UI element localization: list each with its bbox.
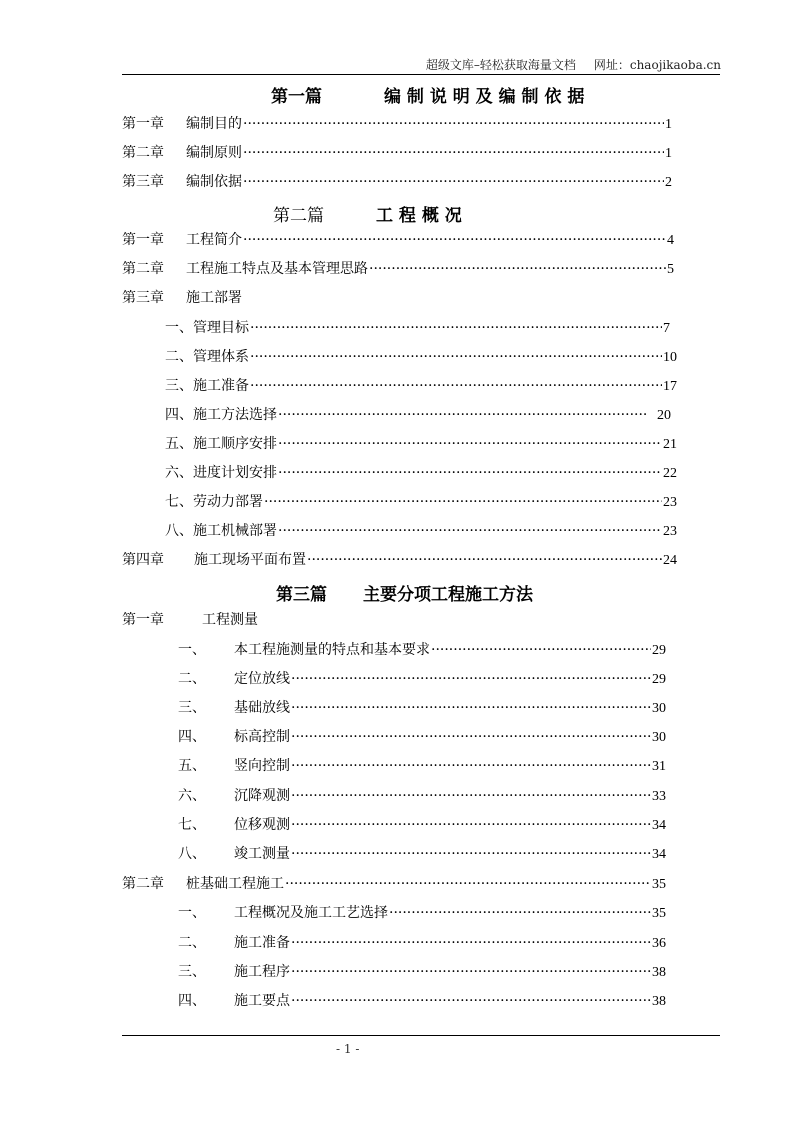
toc-subentry[interactable] bbox=[165, 492, 677, 512]
dot-leader bbox=[250, 347, 662, 367]
toc-subentry[interactable] bbox=[178, 698, 666, 718]
dot-leader bbox=[278, 434, 662, 454]
dot-leader bbox=[291, 727, 651, 747]
entry-label: 工程测量 bbox=[202, 612, 258, 628]
toc-subentry[interactable] bbox=[178, 933, 666, 953]
toc-subentry[interactable] bbox=[178, 756, 666, 776]
toc-entry[interactable] bbox=[122, 874, 666, 894]
dot-leader bbox=[243, 172, 664, 192]
page-number: 38 bbox=[652, 994, 666, 1009]
page-number: 33 bbox=[652, 789, 666, 804]
page-number: 1 bbox=[665, 117, 672, 132]
part-heading-1 bbox=[271, 82, 584, 107]
dot-leader bbox=[291, 669, 651, 689]
dot-leader bbox=[243, 143, 664, 163]
part-number: 第一篇 bbox=[271, 87, 322, 107]
chapter-marker: 第一章 bbox=[122, 116, 164, 132]
page-number: 5 bbox=[667, 262, 674, 277]
toc-entry[interactable] bbox=[122, 259, 674, 279]
toc-subentry[interactable] bbox=[165, 347, 677, 367]
part-title: 工 程 概 况 bbox=[376, 206, 462, 226]
page-number: 23 bbox=[663, 524, 677, 539]
entry-label: 施工方法选择 bbox=[193, 407, 277, 423]
section-marker: 七、 bbox=[165, 494, 193, 510]
entry-label: 劳动力部署 bbox=[193, 494, 263, 510]
entry-label: 工程简介 bbox=[186, 232, 242, 248]
toc-entry[interactable] bbox=[122, 172, 672, 192]
toc-entry[interactable] bbox=[122, 114, 672, 134]
page-number: 4 bbox=[667, 233, 674, 248]
toc-subentry[interactable] bbox=[178, 669, 666, 689]
dot-leader bbox=[291, 933, 651, 953]
dot-leader bbox=[307, 550, 662, 570]
page-number: 22 bbox=[663, 466, 677, 481]
page-number: 35 bbox=[652, 906, 666, 921]
entry-label: 施工顺序安排 bbox=[193, 436, 277, 452]
page-number: 24 bbox=[663, 553, 677, 568]
section-marker: 三、 bbox=[165, 378, 193, 394]
toc-subentry[interactable] bbox=[178, 786, 666, 806]
header-url[interactable]: chaojikaoba.cn bbox=[629, 58, 721, 72]
entry-label: 沉降观测 bbox=[234, 788, 290, 804]
header-url-label: 网址： bbox=[593, 58, 630, 72]
dot-leader bbox=[285, 874, 651, 894]
entry-label: 施工机械部署 bbox=[193, 523, 277, 539]
dot-leader bbox=[278, 405, 647, 425]
dot-leader bbox=[250, 318, 662, 338]
section-marker: 二、 bbox=[178, 671, 206, 687]
toc-subentry[interactable] bbox=[178, 903, 666, 923]
toc-subentry[interactable] bbox=[178, 962, 666, 982]
toc-entry[interactable] bbox=[122, 230, 674, 250]
entry-label: 竖向控制 bbox=[234, 758, 290, 774]
toc-subentry[interactable] bbox=[165, 463, 677, 483]
page-number: 38 bbox=[652, 965, 666, 980]
entry-label: 管理体系 bbox=[193, 349, 249, 365]
entry-label: 竣工测量 bbox=[234, 846, 290, 862]
section-marker: 一、 bbox=[165, 320, 193, 336]
section-marker: 四、 bbox=[178, 993, 206, 1009]
page-number: 36 bbox=[652, 936, 666, 951]
entry-label: 施工要点 bbox=[234, 993, 290, 1009]
section-marker: 四、 bbox=[178, 729, 206, 745]
dot-leader bbox=[291, 698, 651, 718]
entry-label: 施工准备 bbox=[234, 935, 290, 951]
chapter-marker: 第三章 bbox=[122, 290, 164, 306]
entry-label: 施工程序 bbox=[234, 964, 290, 980]
dot-leader bbox=[243, 114, 664, 134]
page-number: 34 bbox=[652, 818, 666, 833]
entry-label: 施工部署 bbox=[186, 290, 242, 306]
page-number: 1 bbox=[665, 146, 672, 161]
section-marker: 七、 bbox=[178, 817, 206, 833]
page-number: 30 bbox=[652, 730, 666, 745]
chapter-marker: 第四章 bbox=[122, 552, 164, 568]
page-number: 20 bbox=[657, 408, 671, 423]
toc-subentry[interactable] bbox=[165, 376, 677, 396]
dot-leader bbox=[291, 756, 651, 776]
page-number: 10 bbox=[663, 350, 677, 365]
header-text bbox=[426, 56, 721, 73]
chapter-marker: 第二章 bbox=[122, 876, 164, 892]
dot-leader bbox=[369, 259, 666, 279]
page-number: 31 bbox=[652, 759, 666, 774]
section-marker: 三、 bbox=[178, 964, 206, 980]
section-marker: 五、 bbox=[165, 436, 193, 452]
header-site-name: 超级文库–轻松获取海量文档 bbox=[425, 58, 576, 72]
toc-entry[interactable] bbox=[122, 610, 677, 630]
toc-subentry[interactable] bbox=[165, 405, 671, 425]
chapter-marker: 第一章 bbox=[122, 612, 164, 628]
dot-leader bbox=[291, 991, 651, 1011]
part-heading-2 bbox=[273, 201, 462, 226]
page-number: 30 bbox=[652, 701, 666, 716]
entry-label: 施工现场平面布置 bbox=[194, 552, 306, 568]
entry-label: 基础放线 bbox=[234, 700, 290, 716]
section-marker: 六、 bbox=[165, 465, 193, 481]
section-marker: 六、 bbox=[178, 788, 206, 804]
section-marker: 二、 bbox=[165, 349, 193, 365]
dot-leader bbox=[250, 376, 662, 396]
toc-subentry[interactable] bbox=[178, 727, 666, 747]
dot-leader bbox=[291, 815, 651, 835]
page-number: 23 bbox=[663, 495, 677, 510]
part-number: 第三篇 bbox=[276, 585, 327, 605]
entry-label: 编制依据 bbox=[186, 174, 242, 190]
entry-label: 编制原则 bbox=[186, 145, 242, 161]
entry-label: 本工程施测量的特点和基本要求 bbox=[234, 642, 430, 658]
dot-leader bbox=[431, 640, 651, 660]
dot-leader bbox=[243, 230, 666, 250]
toc-entry[interactable] bbox=[122, 550, 677, 570]
toc-subentry[interactable] bbox=[165, 318, 670, 338]
part-title: 主要分项工程施工方法 bbox=[363, 585, 533, 605]
entry-label: 标高控制 bbox=[234, 729, 290, 745]
toc-entry[interactable] bbox=[122, 143, 672, 163]
dot-leader bbox=[278, 521, 662, 541]
entry-label: 进度计划安排 bbox=[193, 465, 277, 481]
page-number: 29 bbox=[652, 643, 666, 658]
dot-leader bbox=[278, 463, 662, 483]
entry-label: 桩基础工程施工 bbox=[186, 876, 284, 892]
dot-leader bbox=[291, 844, 651, 864]
entry-label: 管理目标 bbox=[193, 320, 249, 336]
footer-page-number: - 1 - bbox=[336, 1042, 360, 1056]
toc-subentry[interactable] bbox=[178, 991, 666, 1011]
dot-leader bbox=[291, 962, 651, 982]
part-title: 编 制 说 明 及 编 制 依 据 bbox=[384, 87, 585, 107]
entry-label: 施工准备 bbox=[193, 378, 249, 394]
page-number: 29 bbox=[652, 672, 666, 687]
part-heading-3 bbox=[276, 580, 533, 605]
footer-rule bbox=[122, 1035, 720, 1036]
section-marker: 三、 bbox=[178, 700, 206, 716]
section-marker: 八、 bbox=[178, 846, 206, 862]
entry-label: 工程施工特点及基本管理思路 bbox=[186, 261, 368, 277]
toc-entry[interactable] bbox=[122, 288, 674, 308]
entry-label: 定位放线 bbox=[234, 671, 290, 687]
section-marker: 一、 bbox=[178, 642, 206, 658]
chapter-marker: 第二章 bbox=[122, 261, 164, 277]
entry-label: 位移观测 bbox=[234, 817, 290, 833]
chapter-marker: 第三章 bbox=[122, 174, 164, 190]
page-number: 21 bbox=[663, 437, 677, 452]
toc-subentry[interactable] bbox=[178, 640, 666, 660]
dot-leader bbox=[389, 903, 651, 923]
page-number: 34 bbox=[652, 847, 666, 862]
toc-subentry[interactable] bbox=[165, 521, 677, 541]
page-number: 7 bbox=[663, 321, 670, 336]
toc-subentry[interactable] bbox=[165, 434, 677, 454]
entry-label: 编制目的 bbox=[186, 116, 242, 132]
section-marker: 五、 bbox=[178, 758, 206, 774]
section-marker: 二、 bbox=[178, 935, 206, 951]
part-number: 第二篇 bbox=[273, 206, 324, 226]
section-marker: 八、 bbox=[165, 523, 193, 539]
header-rule bbox=[122, 74, 720, 75]
entry-label: 工程概况及施工工艺选择 bbox=[234, 905, 388, 921]
section-marker: 四、 bbox=[165, 407, 193, 423]
page-number: 17 bbox=[663, 379, 677, 394]
chapter-marker: 第二章 bbox=[122, 145, 164, 161]
toc-subentry[interactable] bbox=[178, 815, 666, 835]
chapter-marker: 第一章 bbox=[122, 232, 164, 248]
toc-subentry[interactable] bbox=[178, 844, 666, 864]
dot-leader bbox=[291, 786, 651, 806]
section-marker: 一、 bbox=[178, 905, 206, 921]
page-number: 2 bbox=[665, 175, 672, 190]
dot-leader bbox=[264, 492, 662, 512]
page-number: 35 bbox=[652, 877, 666, 892]
